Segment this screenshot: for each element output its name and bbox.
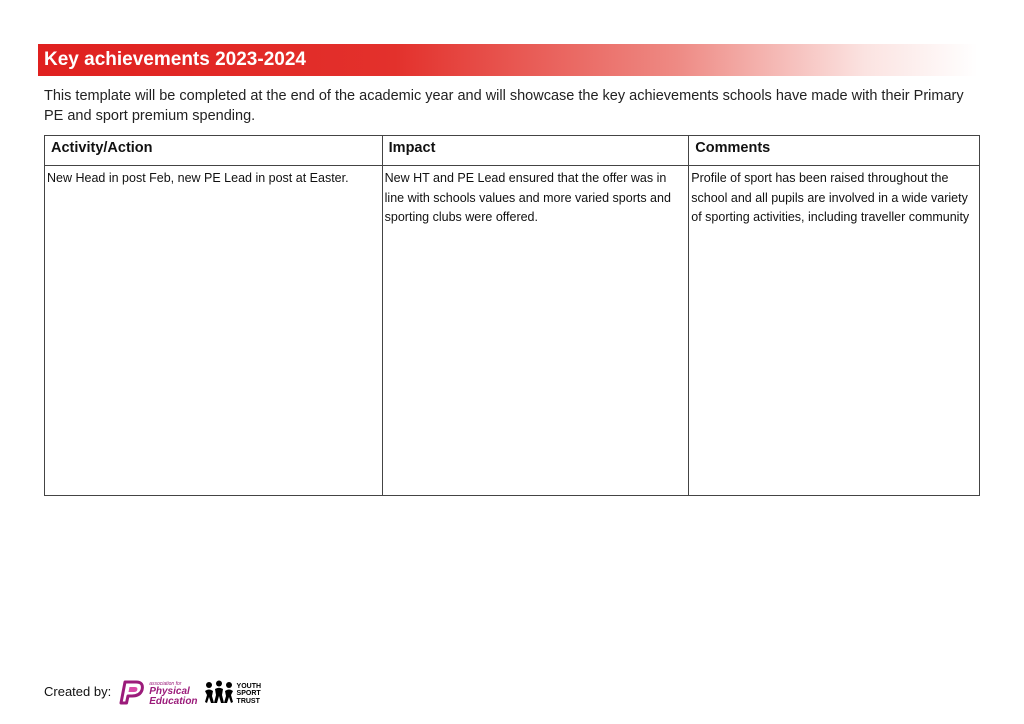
- youth-sport-trust-figures-icon: [204, 680, 234, 709]
- footer: [44, 678, 261, 710]
- cell-comments: Profile of sport has been raised throughout the school and all pupils are involved in a wide variety of sporting activities, including traveller community: [689, 166, 980, 496]
- afpe-line1: Physical: [149, 686, 190, 697]
- title-banner: [38, 44, 978, 76]
- table-row: [45, 166, 980, 496]
- yst-line-youth: YOUTH: [236, 682, 262, 690]
- page-title: Key achievements 2023-2024: [44, 49, 306, 70]
- afpe-line2: Education: [149, 696, 198, 707]
- afpe-small-text: association for: [149, 681, 182, 687]
- column-header-activity: Activity/Action: [45, 136, 383, 166]
- youth-sport-trust-logo: [204, 680, 262, 709]
- intro-paragraph: This template will be completed at the end of the academic year and will showcase the key achievements schools have made with their Primary PE and sport premium spending.: [44, 88, 964, 124]
- column-header-impact: Impact: [382, 136, 689, 166]
- column-header-comments: Comments: [689, 136, 980, 166]
- cell-activity: New Head in post Feb, new PE Lead in post at Easter.: [45, 166, 383, 496]
- table-header-row: [45, 136, 980, 166]
- afpe-p-logo-icon: [117, 679, 147, 710]
- created-by-label: Created by:: [44, 683, 112, 699]
- yst-line-trust: TRUST: [236, 697, 260, 705]
- achievements-table: [44, 135, 980, 496]
- cell-impact: New HT and PE Lead ensured that the offer was in line with schools values and more varied sports and sporting clubs were offered.: [382, 166, 689, 496]
- yst-line-sport: SPORT: [236, 690, 261, 698]
- afpe-logo: [117, 679, 197, 710]
